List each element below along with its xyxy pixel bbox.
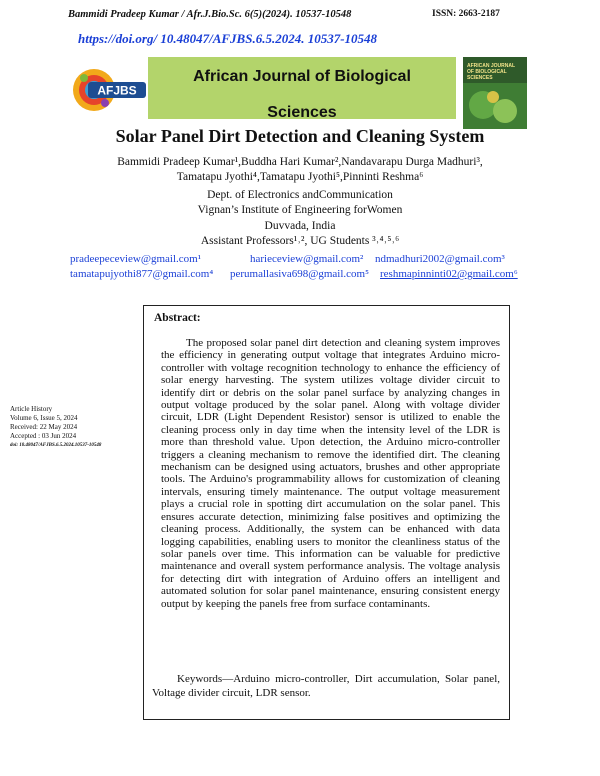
email-link[interactable]: perumallasiva698@gmail.com⁵ [230, 268, 369, 280]
email-link[interactable]: ndmadhuri2002@gmail.com³ [375, 253, 505, 265]
authors-line-2: Tamatapu Jyothi⁴,Tamatapu Jyothi⁵,Pinninti Reshma⁶ [176, 171, 424, 183]
affiliation-location: Duvvada, India [264, 220, 336, 232]
paper-title: Solar Panel Dirt Detection and Cleaning System [115, 126, 485, 146]
email-link[interactable]: pradeepeceview@gmail.com¹ [70, 253, 202, 265]
journal-name-line2: Sciences [267, 104, 337, 121]
article-history-volume: Volume 6, Issue 5, 2024 [10, 414, 78, 422]
journal-cover-image [463, 57, 527, 129]
journal-name-line1: African Journal of Biological [193, 68, 411, 85]
article-history-doi: doi: 10.48047/AFJBS.6.5.2024.10537-10548 [10, 443, 102, 448]
article-history-received: Received: 22 May 2024 [10, 423, 78, 431]
article-history-label: Article History [10, 405, 53, 413]
article-history-accepted: Accepted : 03 Jun 2024 [10, 432, 77, 440]
email-link[interactable]: harieceview@gmail.com² [250, 253, 364, 265]
journal-cover-title: AFRICAN JOURNAL OF BIOLOGICAL SCIENCES [467, 63, 515, 81]
affiliation-roles: Assistant Professors¹˒², UG Students ³˒⁴˒⁵˒⁶ [200, 235, 400, 247]
abstract-heading: Abstract: [154, 312, 201, 324]
affiliation-department: Dept. of Electronics andCommunication [207, 189, 393, 201]
authors-line-1: Bammidi Pradeep Kumar¹,Buddha Hari Kumar²,Nandavarapu Durga Madhuri³, [117, 156, 483, 168]
abstract-text: The proposed solar panel dirt detection and cleaning system improves the efficiency in generating output voltage that integrates Arduino micro-controller with voltage recognition technology to enhance the efficiency of solar energy harvesting. The system utilizes voltage divider circuit to identify dirt or debris on the solar panel surface by analyzing changes in output voltage produced by the solar panel. Along with voltage divider circuit, LDR (Light Dependent Resistor) sensor is utilized to enable the cleaning process only in day time when the intensity level of the LDR is more than threshold value. Upon detection, the Arduino micro-controller triggers a cleaning mechanism to remove the identified dirt. The cleaning mechanism can be designed using actuators, brushes and other appropriate tools. The Arduino's programmability allows for customization of cleaning intervals, ensuring timely maintenance. The output voltage measurement plays a crucial role in spotting dirt accumulation on the solar panel. This ensures accurate detection, minimizing false positives and optimizing the cleaning process. Additionally, the system can be enhanced with data logging capabilities, enabling users to monitor the cleanliness status of the solar panels over time. This information can be valuable for predictive maintenance and overall system performance analysis. The voltage analysis for detecting dirt with integration of Arduino offers an intelligent and automated solution for solar panel maintenance, ensuring consistent energy output by keeping the panels free from surface contaminants. [161, 337, 500, 610]
running-header-citation: Bammidi Pradeep Kumar / Afr.J.Bio.Sc. 6(5)(2024). 10537-10548 [68, 9, 352, 20]
keywords: Keywords—Arduino micro-controller, Dirt accumulation, Solar panel, Voltage divider circuit, LDR sensor. [152, 673, 500, 699]
journal-logo [72, 64, 148, 116]
email-link[interactable]: reshmapinninti02@gmail.com⁶ [380, 268, 518, 280]
affiliation-institute: Vignan’s Institute of Engineering forWomen [197, 204, 403, 216]
email-link[interactable]: tamatapujyothi877@gmail.com⁴ [70, 268, 214, 280]
journal-logo-text: AFJBS [97, 83, 137, 98]
abstract-box [143, 305, 510, 720]
doi-link[interactable]: https://doi.org/ 10.48047/AFJBS.6.5.2024. 10537-10548 [78, 31, 378, 46]
issn-label: ISSN: 2663-2187 [432, 9, 500, 19]
